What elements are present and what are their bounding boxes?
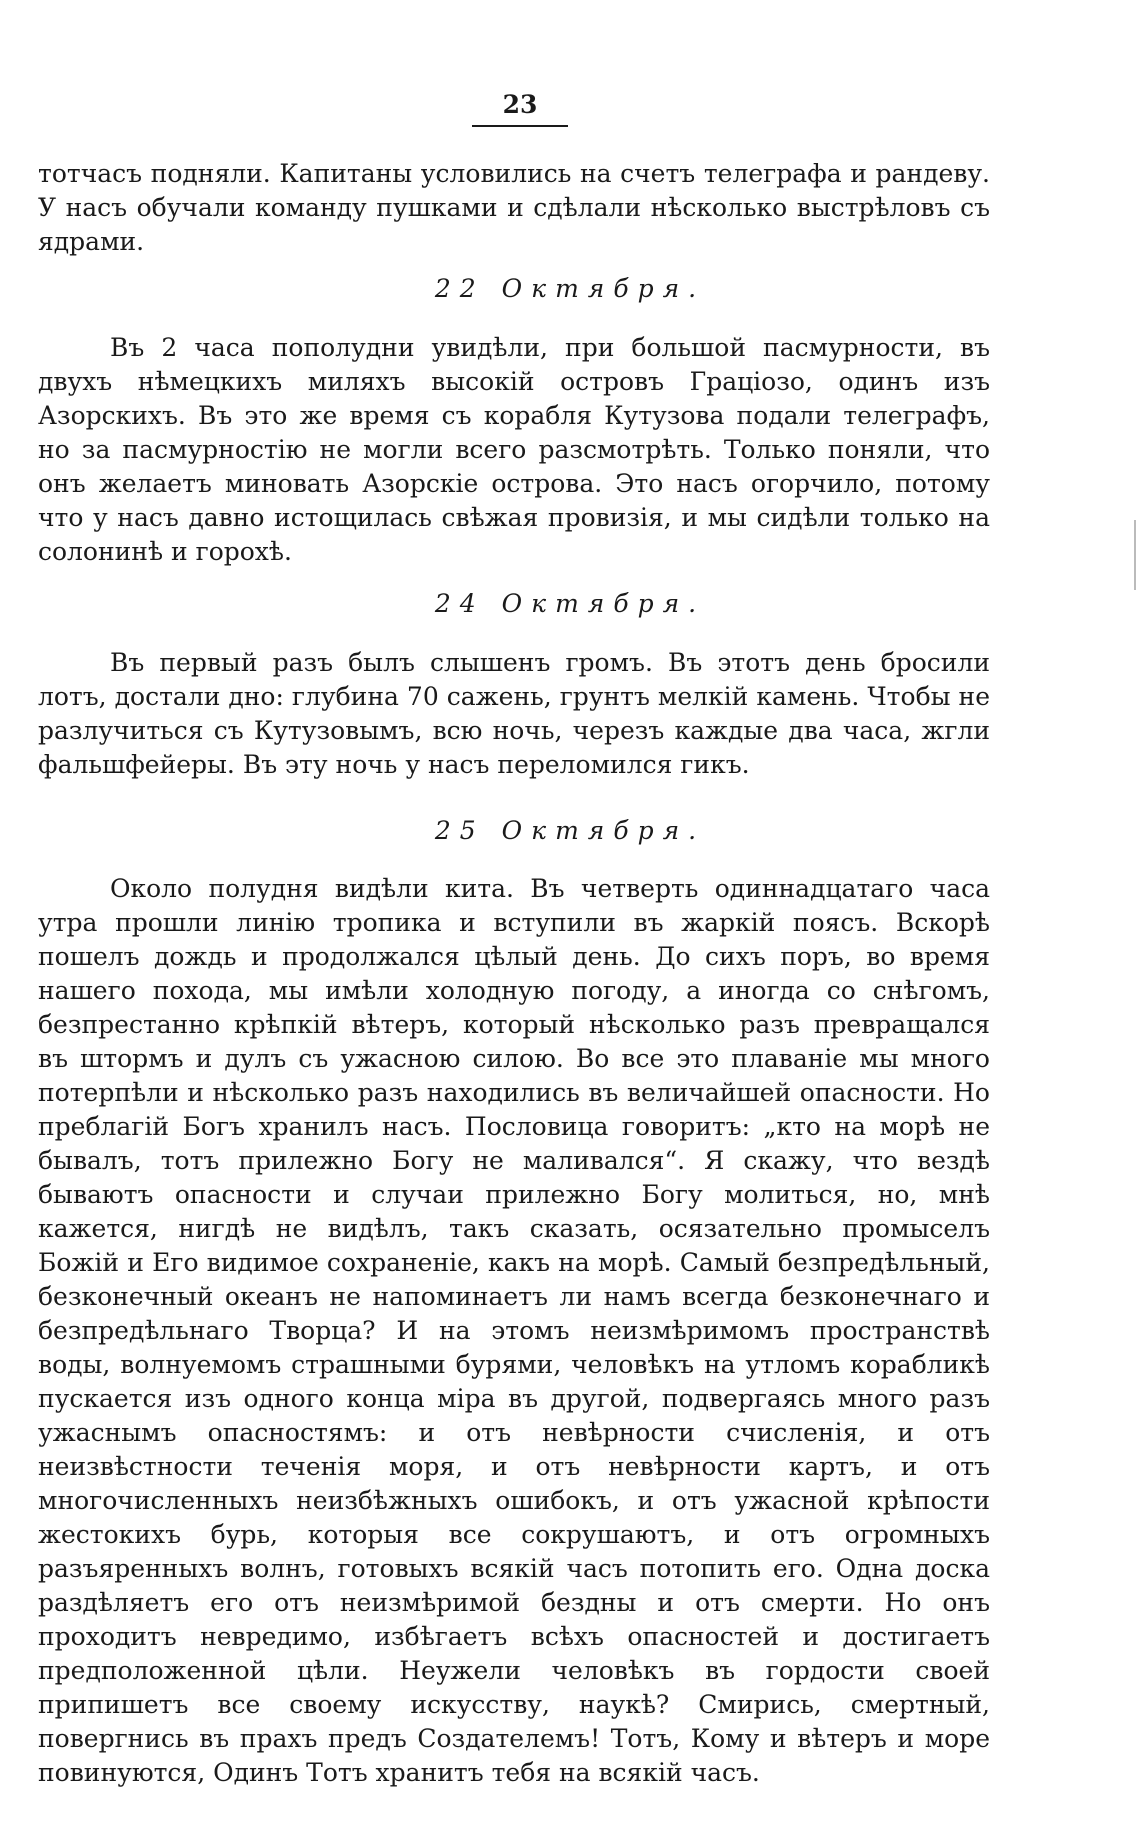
date-heading-22-october: 22 Октября. [434,274,706,303]
scan-edge-mark [1134,520,1136,590]
paragraph-22-october: Въ 2 часа пополудни увидѣли, при большой пасмурности, въ двухъ нѣмецкихъ миляхъ высокій островъ Граціозо, одинъ изъ Азорскихъ. Въ это же время съ корабля Кутузова подали телеграфъ, но за пасмурностію не могли всего разсмотрѣть. Только поняли, что онъ желаетъ миновать Азорскіе острова. Это насъ огорчило, потому что у насъ давно истощилась свѣжая провизія, и мы сидѣли только на солонинѣ и горохѣ. [38,333,990,566]
date-heading-24-october: 24 Октября. [434,589,706,618]
date-heading-25-october: 25 Октября. [434,816,706,845]
paragraph-continuation: тотчасъ подняли. Капитаны условились на счетъ телеграфа и рандеву. У насъ обучали команду пушками и сдѣлали нѣсколько выстрѣловъ съ ядрами. [38,159,990,256]
paragraph-25-october: Около полудня видѣли кита. Въ четверть одиннадцатаго часа утра прошли линію тропика и вступили въ жаркій поясъ. Вскорѣ пошелъ дождь и продолжался цѣлый день. До сихъ поръ, во время нашего похода, мы имѣли холодную погоду, а иногда со снѣгомъ, безпрестанно крѣпкій вѣтеръ, который нѣсколько разъ превращался въ штормъ и дулъ съ ужасною силою. Во все это плаваніе мы много потерпѣли и нѣсколько разъ находились въ величайшей опасности. Но преблагій Богъ хранилъ насъ. Пословица говоритъ: „кто на морѣ не бывалъ, тотъ прилежно Богу не маливался“. Я скажу, что вездѣ бываютъ опасности и случаи прилежно Богу молиться, но, мнѣ кажется, нигдѣ не видѣлъ, такъ сказать, осязательно промыселъ Божій и Его видимое сохраненіе, какъ на морѣ. Самый безпредѣльный, безконечный океанъ не напоминаетъ ли намъ всегда безконечнаго и безпредѣльнаго Творца? И на этомъ неизмѣримомъ пространствѣ воды, волнуемомъ страшными бурями, человѣкъ на утломъ корабликѣ пускается изъ одного конца міра въ другой, подвергаясь много разъ ужаснымъ опасностямъ: и отъ невѣрности счисленія, и отъ неизвѣстности теченія моря, и отъ невѣрности картъ, и отъ многочисленныхъ неизбѣжныхъ ошибокъ, и отъ ужасной крѣпости жестокихъ бурь, которыя все сокрушаютъ, и отъ огромныхъ разъяренныхъ волнъ, готовыхъ всякій часъ потопить его. Одна доска раздѣляетъ его отъ неизмѣримой бездны и отъ смерти. Но онъ проходитъ невредимо, избѣгаетъ всѣхъ опасностей и достигаетъ предположенной цѣли. Неужели человѣкъ въ гордости своей припишетъ все своему искусству, наукѣ? Смирись, смертный, повергнись въ прахъ предъ Создателемъ! Тотъ, Кому и вѣтеръ и море повинуются, Одинъ Тотъ хранитъ тебя на всякій часъ. [38,874,990,1787]
page-number-rule [472,125,568,127]
paragraph-24-october: Въ первый разъ былъ слышенъ громъ. Въ этотъ день бросили лотъ, достали дно: глубина 70 сажень, грунтъ мелкій камень. Чтобы не разлучиться съ Кутузовымъ, всю ночь, черезъ каждые два часа, жгли фальшфейеры. Въ эту ночь у насъ переломился гикъ. [38,648,990,779]
page-number: 23 [502,90,538,119]
